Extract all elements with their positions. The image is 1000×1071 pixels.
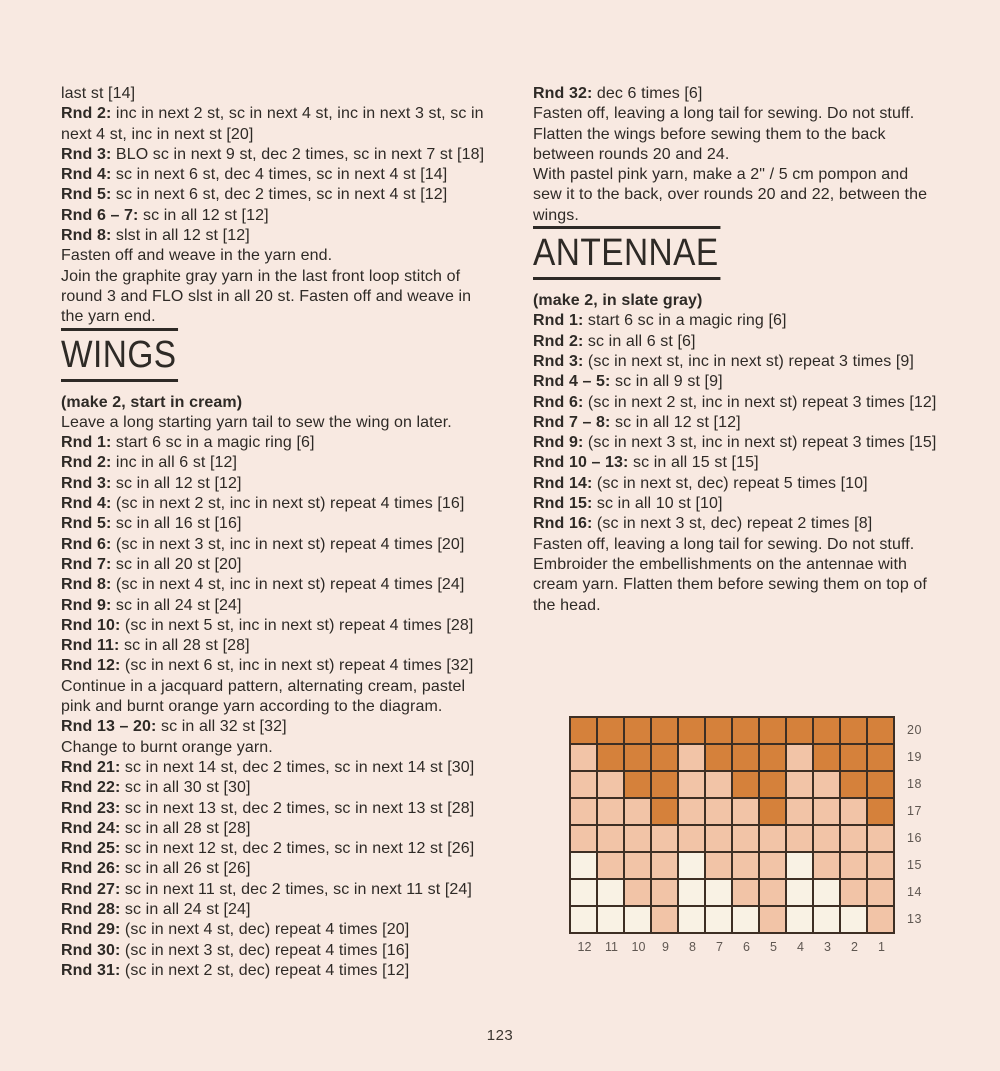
- round-label: Rnd 13 – 20:: [61, 718, 157, 736]
- pattern-line: Rnd 1: start 6 sc in a magic ring [6]: [61, 434, 315, 452]
- diagram-cell-pastel-pink: [706, 826, 731, 851]
- pattern-line: Rnd 13 – 20: sc in all 32 st [32]: [61, 718, 287, 736]
- diagram-cell-pastel-pink: [814, 772, 839, 797]
- diagram-cell-pastel-pink: [625, 826, 650, 851]
- round-label: Rnd 4 – 5:: [533, 373, 611, 391]
- diagram-cell-pastel-pink: [598, 826, 623, 851]
- diagram-col-label: 11: [605, 940, 618, 954]
- diagram-cell-pastel-pink: [652, 826, 677, 851]
- round-label: (make 2, start in cream): [61, 393, 243, 411]
- diagram-row-label: 13: [907, 912, 922, 926]
- diagram-cell-burnt-orange: [787, 718, 812, 743]
- pattern-line: Join the graphite gray yarn in the last front loop stitch of: [61, 267, 461, 285]
- diagram-row-label: 17: [907, 804, 922, 818]
- diagram-cell-pastel-pink: [598, 799, 623, 824]
- diagram-cell-pastel-pink: [571, 799, 596, 824]
- round-label: (make 2, in slate gray): [533, 292, 703, 310]
- pattern-line: wings.: [533, 206, 579, 224]
- round-label: Rnd 16:: [533, 515, 593, 533]
- diagram-cell-pastel-pink: [760, 880, 785, 905]
- pattern-line: last st [14]: [61, 85, 136, 102]
- diagram-cell-cream: [814, 880, 839, 905]
- round-label: Rnd 25:: [61, 840, 121, 858]
- right-column: [533, 84, 988, 616]
- diagram-cell-pastel-pink: [571, 826, 596, 851]
- diagram-row-label: 16: [907, 831, 922, 845]
- diagram-cell-burnt-orange: [760, 799, 785, 824]
- diagram-cell-pastel-pink: [652, 880, 677, 905]
- diagram-cell-burnt-orange: [571, 718, 596, 743]
- pattern-line: Rnd 5: sc in all 16 st [16]: [61, 515, 242, 533]
- pattern-line: Rnd 5: sc in next 6 st, dec 2 times, sc in next 4 st [12]: [61, 186, 448, 204]
- diagram-cell-pastel-pink: [598, 853, 623, 878]
- diagram-cell-burnt-orange: [760, 745, 785, 770]
- round-label: Rnd 2:: [61, 454, 112, 472]
- diagram-cell-burnt-orange: [625, 745, 650, 770]
- round-label: Rnd 27:: [61, 880, 121, 898]
- diagram-cell-burnt-orange: [598, 718, 623, 743]
- round-label: Rnd 5:: [61, 515, 112, 533]
- diagram-cell-cream: [787, 880, 812, 905]
- diagram-cell-pastel-pink: [706, 772, 731, 797]
- diagram-cell-burnt-orange: [733, 772, 758, 797]
- diagram-cell-cream: [841, 907, 866, 932]
- diagram-cell-pastel-pink: [868, 880, 893, 905]
- diagram-col-label: 10: [631, 940, 646, 954]
- diagram-cell-pastel-pink: [787, 826, 812, 851]
- diagram-cell-burnt-orange: [868, 718, 893, 743]
- round-label: Rnd 6:: [61, 535, 112, 553]
- pattern-line: Fasten off, leaving a long tail for sewing. Do not stuff.: [533, 105, 915, 123]
- diagram-cell-pastel-pink: [733, 826, 758, 851]
- pattern-line: Rnd 7: sc in all 20 st [20]: [61, 555, 242, 573]
- round-label: Rnd 14:: [533, 474, 593, 492]
- wings-instructions: [61, 393, 523, 982]
- pattern-line: Rnd 31: (sc in next 2 st, dec) repeat 4 times [12]: [61, 961, 410, 979]
- diagram-cell-pastel-pink: [787, 745, 812, 770]
- diagram-cell-pastel-pink: [814, 799, 839, 824]
- diagram-cell-pastel-pink: [571, 745, 596, 770]
- diagram-cell-pastel-pink: [733, 853, 758, 878]
- round-label: Rnd 22:: [61, 779, 121, 797]
- round-label: Rnd 5:: [61, 186, 112, 204]
- diagram-col-label: 3: [824, 940, 831, 954]
- round-label: Rnd 1:: [533, 312, 584, 330]
- pattern-line: Rnd 7 – 8: sc in all 12 st [12]: [533, 413, 741, 431]
- pattern-line: Leave a long starting yarn tail to sew the wing on later.: [61, 413, 452, 431]
- round-label: Rnd 7 – 8:: [533, 413, 611, 431]
- diagram-col-label: 7: [716, 940, 723, 954]
- pattern-line: Rnd 24: sc in all 28 st [28]: [61, 819, 251, 837]
- pattern-line: Rnd 4 – 5: sc in all 9 st [9]: [533, 373, 723, 391]
- pattern-line: Rnd 11: sc in all 28 st [28]: [61, 637, 250, 655]
- diagram-cell-pastel-pink: [652, 907, 677, 932]
- pattern-line: Rnd 6: (sc in next 3 st, inc in next st) repeat 4 times [20]: [61, 535, 465, 553]
- pattern-line: Rnd 8: slst in all 12 st [12]: [61, 227, 250, 245]
- round-label: Rnd 8:: [61, 576, 112, 594]
- diagram-cell-pastel-pink: [760, 853, 785, 878]
- diagram-cell-pastel-pink: [706, 853, 731, 878]
- round-label: Rnd 10:: [61, 616, 121, 634]
- pattern-line: Rnd 1: start 6 sc in a magic ring [6]: [533, 312, 787, 330]
- round-label: Rnd 4:: [61, 166, 112, 184]
- pattern-line: cream yarn. Flatten them before sewing them on top of: [533, 576, 927, 594]
- diagram-cell-burnt-orange: [868, 745, 893, 770]
- diagram-cell-pastel-pink: [625, 799, 650, 824]
- round-label: Rnd 6 – 7:: [61, 206, 139, 224]
- round-label: Rnd 32:: [533, 85, 593, 102]
- diagram-cell-burnt-orange: [679, 718, 704, 743]
- diagram-cell-burnt-orange: [841, 718, 866, 743]
- pattern-line: the yarn end.: [61, 308, 156, 326]
- diagram-cell-pastel-pink: [679, 799, 704, 824]
- round-label: Rnd 3:: [61, 474, 112, 492]
- diagram-cell-pastel-pink: [868, 907, 893, 932]
- diagram-cell-cream: [625, 907, 650, 932]
- pattern-line: pink and burnt orange yarn according to the diagram.: [61, 698, 443, 716]
- pattern-line: Rnd 3: sc in all 12 st [12]: [61, 474, 242, 492]
- diagram-col-label: 9: [662, 940, 669, 954]
- round-label: Rnd 6:: [533, 393, 584, 411]
- round-label: Rnd 26:: [61, 860, 121, 878]
- pattern-line: Embroider the embellishments on the antennae with: [533, 555, 908, 573]
- pattern-line: Rnd 28: sc in all 24 st [24]: [61, 900, 251, 918]
- pattern-line: next 4 st, inc in next st [20]: [61, 125, 254, 143]
- diagram-col-label: 1: [878, 940, 885, 954]
- diagram-cell-pastel-pink: [841, 880, 866, 905]
- pattern-line: Change to burnt orange yarn.: [61, 738, 273, 756]
- diagram-cell-burnt-orange: [733, 718, 758, 743]
- diagram-col-label: 2: [851, 940, 858, 954]
- round-label: Rnd 29:: [61, 921, 121, 939]
- pattern-line: With pastel pink yarn, make a 2" / 5 cm pompon and: [533, 166, 909, 184]
- pattern-line: Rnd 4: (sc in next 2 st, inc in next st) repeat 4 times [16]: [61, 495, 465, 513]
- diagram-cell-cream: [598, 907, 623, 932]
- diagram-row-label: 18: [907, 777, 922, 791]
- pattern-line: Rnd 22: sc in all 30 st [30]: [61, 779, 251, 797]
- diagram-cell-pastel-pink: [733, 799, 758, 824]
- pattern-line: Rnd 2: inc in next 2 st, sc in next 4 st, inc in next 3 st, sc in: [61, 105, 484, 123]
- pattern-line: Rnd 2: inc in all 6 st [12]: [61, 454, 238, 472]
- pattern-line: Rnd 2: sc in all 6 st [6]: [533, 332, 696, 350]
- wings-heading: WINGS: [61, 328, 178, 382]
- diagram-cell-cream: [679, 880, 704, 905]
- jacquard-diagram: [569, 716, 922, 954]
- diagram-cell-cream: [706, 880, 731, 905]
- diagram-cell-pastel-pink: [598, 772, 623, 797]
- round-label: Rnd 12:: [61, 657, 121, 675]
- diagram-cell-cream: [787, 853, 812, 878]
- pattern-line: Rnd 3: BLO sc in next 9 st, dec 2 times, sc in next 7 st [18]: [61, 145, 485, 163]
- diagram-cell-pastel-pink: [679, 745, 704, 770]
- pattern-line: sew it to the back, over rounds 20 and 22, between the: [533, 186, 928, 204]
- diagram-cell-burnt-orange: [841, 745, 866, 770]
- diagram-cell-pastel-pink: [841, 826, 866, 851]
- diagram-grid: [569, 716, 895, 934]
- round-label: Rnd 24:: [61, 819, 121, 837]
- pattern-line: Rnd 29: (sc in next 4 st, dec) repeat 4 times [20]: [61, 921, 410, 939]
- wings-finishing-text: [533, 84, 988, 226]
- round-label: Rnd 3:: [533, 352, 584, 370]
- diagram-cell-pastel-pink: [706, 799, 731, 824]
- diagram-cell-pastel-pink: [814, 853, 839, 878]
- diagram-cell-pastel-pink: [679, 772, 704, 797]
- diagram-cell-cream: [787, 907, 812, 932]
- diagram-cell-cream: [679, 907, 704, 932]
- diagram-row-label: 15: [907, 858, 922, 872]
- diagram-cell-burnt-orange: [733, 745, 758, 770]
- diagram-cell-pastel-pink: [841, 799, 866, 824]
- pattern-line: Rnd 14: (sc in next st, dec) repeat 5 times [10]: [533, 474, 868, 492]
- diagram-cell-burnt-orange: [868, 772, 893, 797]
- pattern-line: Rnd 27: sc in next 11 st, dec 2 times, sc in next 11 st [24]: [61, 880, 472, 898]
- diagram-col-label: 4: [797, 940, 804, 954]
- diagram-row-label: 20: [907, 723, 922, 737]
- diagram-cell-pastel-pink: [760, 907, 785, 932]
- antennae-heading: ANTENNAE: [533, 226, 720, 280]
- pattern-line: Fasten off and weave in the yarn end.: [61, 247, 333, 265]
- pattern-line: round 3 and FLO slst in all 20 st. Fasten off and weave in: [61, 287, 472, 305]
- pattern-line: Continue in a jacquard pattern, alternating cream, pastel: [61, 677, 466, 695]
- round-label: Rnd 9:: [61, 596, 112, 614]
- diagram-cell-pastel-pink: [679, 826, 704, 851]
- diagram-cell-burnt-orange: [814, 718, 839, 743]
- diagram-col-label: 8: [689, 940, 696, 954]
- diagram-cell-pastel-pink: [625, 853, 650, 878]
- diagram-cell-burnt-orange: [625, 718, 650, 743]
- round-label: Rnd 2:: [533, 332, 584, 350]
- diagram-cell-burnt-orange: [706, 718, 731, 743]
- pattern-line: [61, 393, 523, 413]
- pattern-line: Rnd 16: (sc in next 3 st, dec) repeat 2 times [8]: [533, 515, 873, 533]
- pattern-line: Rnd 12: (sc in next 6 st, inc in next st) repeat 4 times [32]: [61, 657, 474, 675]
- diagram-cell-burnt-orange: [598, 745, 623, 770]
- pattern-line: Rnd 8: (sc in next 4 st, inc in next st) repeat 4 times [24]: [61, 576, 465, 594]
- diagram-cell-pastel-pink: [625, 880, 650, 905]
- diagram-cell-cream: [571, 880, 596, 905]
- pattern-line: Rnd 21: sc in next 14 st, dec 2 times, sc in next 14 st [30]: [61, 758, 475, 776]
- round-label: Rnd 10 – 13:: [533, 454, 629, 472]
- pattern-line: Rnd 30: (sc in next 3 st, dec) repeat 4 times [16]: [61, 941, 410, 959]
- pattern-line: Rnd 6: (sc in next 2 st, inc in next st) repeat 3 times [12]: [533, 393, 937, 411]
- diagram-row-label: 14: [907, 885, 922, 899]
- pattern-line: Rnd 23: sc in next 13 st, dec 2 times, sc in next 13 st [28]: [61, 799, 475, 817]
- left-column: [61, 84, 523, 981]
- diagram-cell-burnt-orange: [760, 718, 785, 743]
- diagram-cell-pastel-pink: [868, 853, 893, 878]
- round-label: Rnd 30:: [61, 941, 121, 959]
- pattern-line: Rnd 3: (sc in next st, inc in next st) repeat 3 times [9]: [533, 352, 914, 370]
- diagram-cell-cream: [733, 907, 758, 932]
- pattern-line: Rnd 4: sc in next 6 st, dec 4 times, sc in next 4 st [14]: [61, 166, 448, 184]
- diagram-cell-burnt-orange: [841, 772, 866, 797]
- pattern-line: Flatten the wings before sewing them to the back: [533, 125, 886, 143]
- diagram-cell-pastel-pink: [571, 772, 596, 797]
- diagram-col-label: 5: [770, 940, 777, 954]
- round-label: Rnd 8:: [61, 227, 112, 245]
- diagram-cell-burnt-orange: [760, 772, 785, 797]
- diagram-cell-cream: [679, 853, 704, 878]
- diagram-cell-pastel-pink: [760, 826, 785, 851]
- page-number: 123: [486, 1027, 514, 1044]
- diagram-row-labels: [907, 717, 922, 933]
- body-continuation-text: [61, 84, 523, 328]
- diagram-cell-burnt-orange: [706, 745, 731, 770]
- pattern-line: Rnd 9: sc in all 24 st [24]: [61, 596, 242, 614]
- diagram-row-label: 19: [907, 750, 922, 764]
- pattern-line: Rnd 26: sc in all 26 st [26]: [61, 860, 251, 878]
- diagram-cell-burnt-orange: [814, 745, 839, 770]
- diagram-col-label: 6: [743, 940, 750, 954]
- diagram-cell-burnt-orange: [652, 745, 677, 770]
- pattern-line: Rnd 9: (sc in next 3 st, inc in next st) repeat 3 times [15]: [533, 434, 937, 452]
- pattern-line: [533, 291, 988, 311]
- diagram-cell-pastel-pink: [814, 826, 839, 851]
- diagram-cell-cream: [814, 907, 839, 932]
- pattern-line: Rnd 6 – 7: sc in all 12 st [12]: [61, 206, 269, 224]
- diagram-cell-pastel-pink: [652, 853, 677, 878]
- antennae-instructions: [533, 291, 988, 616]
- diagram-cell-pastel-pink: [787, 799, 812, 824]
- round-label: Rnd 7:: [61, 555, 112, 573]
- diagram-cell-burnt-orange: [625, 772, 650, 797]
- pattern-line: Rnd 15: sc in all 10 st [10]: [533, 495, 723, 513]
- pattern-line: Rnd 10: (sc in next 5 st, inc in next st) repeat 4 times [28]: [61, 616, 474, 634]
- diagram-cell-cream: [706, 907, 731, 932]
- diagram-col-label: 12: [577, 940, 592, 954]
- pattern-line: Rnd 25: sc in next 12 st, dec 2 times, sc in next 12 st [26]: [61, 840, 475, 858]
- diagram-cell-pastel-pink: [841, 853, 866, 878]
- round-label: Rnd 15:: [533, 495, 593, 513]
- round-label: Rnd 1:: [61, 434, 112, 452]
- diagram-cell-cream: [571, 853, 596, 878]
- round-label: Rnd 11:: [61, 637, 120, 655]
- pattern-line: Fasten off, leaving a long tail for sewing. Do not stuff.: [533, 535, 915, 553]
- pattern-line: between rounds 20 and 24.: [533, 145, 730, 163]
- pattern-line: the head.: [533, 596, 601, 614]
- round-label: Rnd 4:: [61, 495, 112, 513]
- diagram-cell-burnt-orange: [652, 799, 677, 824]
- round-label: Rnd 3:: [61, 145, 112, 163]
- round-label: Rnd 21:: [61, 758, 121, 776]
- round-label: Rnd 23:: [61, 799, 121, 817]
- diagram-cell-burnt-orange: [652, 718, 677, 743]
- diagram-col-labels: [571, 940, 895, 954]
- round-label: Rnd 31:: [61, 961, 121, 979]
- pattern-line: Rnd 32: dec 6 times [6]: [533, 85, 703, 102]
- diagram-cell-burnt-orange: [652, 772, 677, 797]
- round-label: Rnd 9:: [533, 434, 584, 452]
- diagram-cell-cream: [571, 907, 596, 932]
- diagram-cell-pastel-pink: [733, 880, 758, 905]
- diagram-cell-pastel-pink: [868, 826, 893, 851]
- pattern-line: Rnd 10 – 13: sc in all 15 st [15]: [533, 454, 759, 472]
- round-label: Rnd 2:: [61, 105, 112, 123]
- diagram-cell-pastel-pink: [787, 772, 812, 797]
- diagram-cell-burnt-orange: [868, 799, 893, 824]
- round-label: Rnd 28:: [61, 900, 121, 918]
- diagram-cell-cream: [598, 880, 623, 905]
